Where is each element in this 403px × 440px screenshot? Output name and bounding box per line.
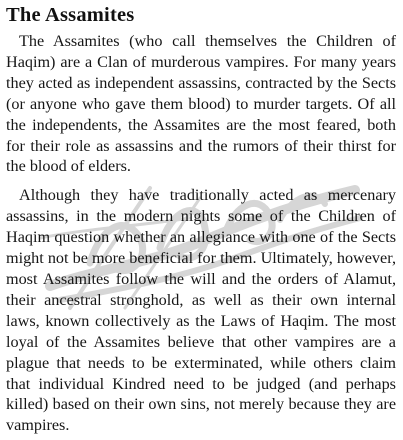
paragraph-intro: The Assamites (who call themselves the Children of Haqim) are a Clan of murderous vampires. For many years they acted as independent assassins, contracted by the Sects (or anyone who gave them blood) to murder targets. Of all the independents, the Assamites are the most feared, both for their role as assassins and the rumors of their thirst for the blood of elders. [6, 32, 396, 176]
paragraph-allegiance: Although they have traditionally acted as mercenary assassins, in the modern nights some of the Children of Haqim question whether an allegiance with one of the Sects might not be more beneficial for them. Ultimately, however, most Assamites follow the will and the orders of Alamut, their ancestral stronghold, as well as their own internal laws, known collectively as the Laws of Haqim. The most loyal of the Assamites believe that other vampires are a plague that needs to be exterminated, while others claim that individual Kindred need to be judged (and perhaps killed) based on their own sins, not merely because they are vampires. [6, 186, 396, 435]
section-title: The Assamites [6, 4, 135, 26]
